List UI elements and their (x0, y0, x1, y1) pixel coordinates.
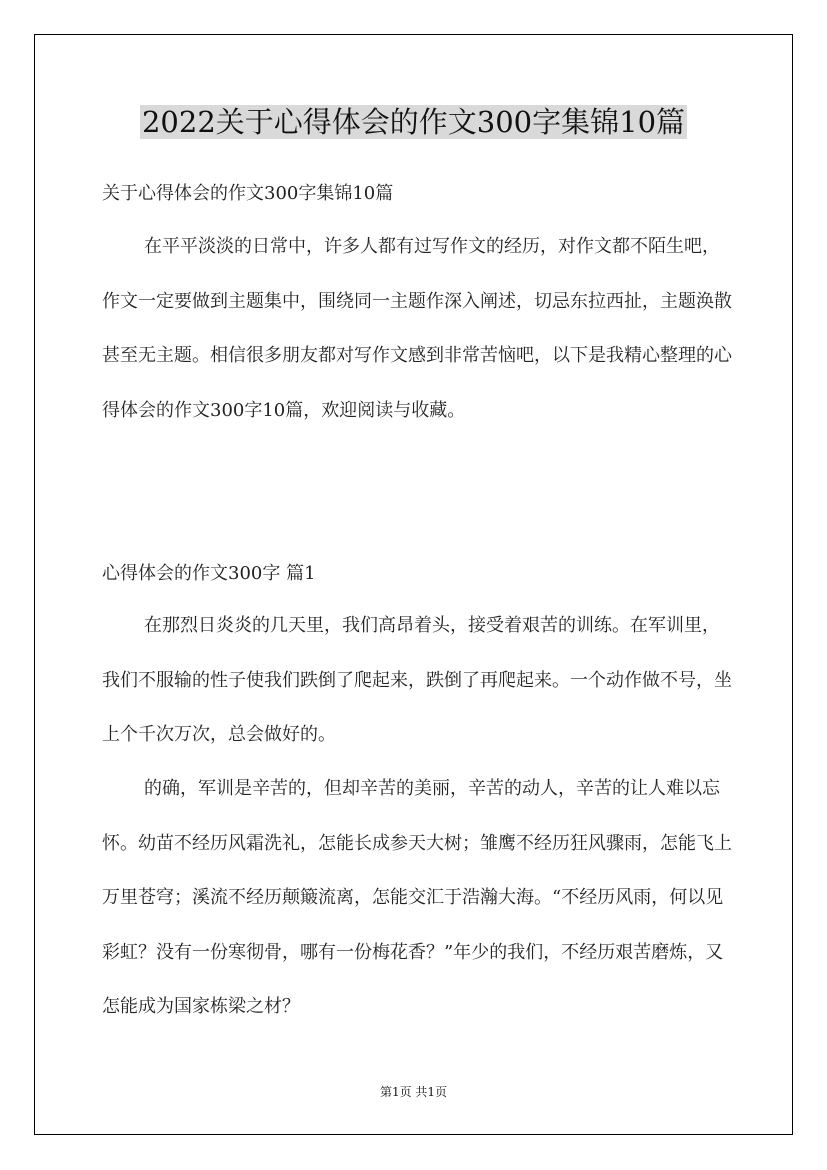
document-subtitle: 关于心得体会的作文300字集锦10篇 (102, 183, 394, 204)
body-paragraph-1: 在那烈日炎炎的几天里，我们高昂着头，接受着艰苦的训练。在军训里，我们不服输的性子使我们跌倒了爬起来，跌倒了再爬起来。一个动作做不号，坐上个千次万次，总会做好的。 (102, 615, 732, 745)
body-paragraph-2: 的确，军训是辛苦的，但却辛苦的美丽，辛苦的动人，辛苦的让人难以忘怀。幼苗不经历风霜洗礼，怎能长成参天大树；雏鹰不经历狂风骤雨，怎能飞上万里苍穹；溪流不经历颠簸流离，怎能交汇于浩瀚大海。“不经历风雨，何以见彩虹？没有一份寒彻骨，哪有一份梅花香？”年少的我们，不经历艰苦磨炼，又怎能成为国家栋梁之材？ (102, 778, 732, 1017)
intro-paragraph: 在平平淡淡的日常中，许多人都有过写作文的经历，对作文都不陌生吧，作文一定要做到主题集中，围绕同一主题作深入阐述，切忌东拉西扯，主题涣散甚至无主题。相信很多朋友都对写作文感到非常苦恼吧，以下是我精心整理的心得体会的作文300字10篇，欢迎阅读与收藏。 (102, 236, 732, 421)
document-title (0, 99, 827, 145)
section-heading: 心得体会的作文300字 篇1 (102, 563, 316, 584)
document-title-text: 2022关于心得体会的作文300字集锦10篇 (141, 105, 686, 139)
page-footer: 第1页 共1页 (379, 1085, 448, 1099)
